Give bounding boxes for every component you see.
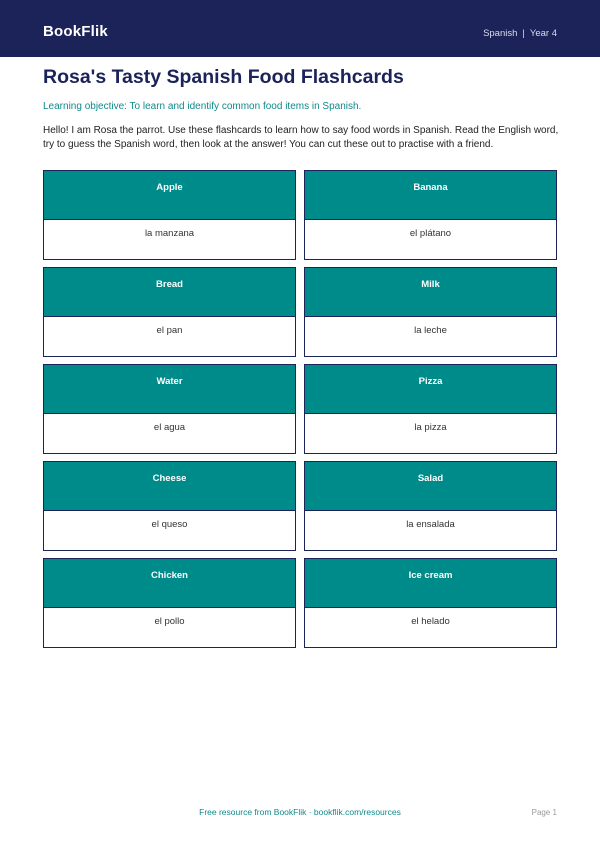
flashcard-spanish-word: la pizza [414,422,447,433]
breadcrumb-separator: | [522,28,525,39]
flashcard-english-word: Chicken [44,559,295,608]
page-number: Page 1 [531,808,557,817]
flashcard [43,267,296,357]
flashcard-spanish-word: el pollo [154,616,185,627]
flashcard-english-word: Cheese [44,462,295,511]
intro-paragraph: Hello! I am Rosa the parrot. Use these flashcards to learn how to say food words in Spanish. Read the English word, try to guess the Spanish word, then look at the answer! You can cut these out to practise with a friend. [43,125,559,150]
flashcard [43,364,296,454]
flashcard-spanish-word: el pan [156,325,183,336]
flashcard-grid [43,170,557,648]
flashcard-spanish-word: el queso [151,519,188,530]
brand-logo-text[interactable]: BookFlik [43,23,108,40]
flashcard [304,461,557,551]
flashcard-english-word: Apple [44,171,295,220]
flashcard-english-word: Salad [305,462,556,511]
subject-breadcrumb [483,28,557,40]
flashcard [304,364,557,454]
flashcard [43,558,296,648]
flashcard-spanish-word: la manzana [144,228,195,239]
flashcard-english-word: Ice cream [305,559,556,608]
flashcard-english-word: Water [44,365,295,414]
flashcard [304,558,557,648]
flashcard-spanish-word: la leche [414,325,447,336]
year-label: Year 4 [529,28,557,39]
flashcard [43,170,296,260]
flashcard [43,461,296,551]
flashcard-spanish-word: la ensalada [406,519,455,530]
flashcard-english-word: Pizza [305,365,556,414]
subject-label: Spanish [483,28,518,39]
flashcard [304,267,557,357]
flashcard [304,170,557,260]
footer-source-link[interactable]: Free resource from BookFlik · bookflik.com/resources [199,807,401,817]
page-title: Rosa's Tasty Spanish Food Flashcards [43,66,404,88]
learning-objective: Learning objective: To learn and identify common food items in Spanish. [43,101,362,112]
flashcard-english-word: Milk [305,268,556,317]
flashcard-spanish-word: el agua [153,422,186,433]
top-header-bar [0,0,600,57]
flashcard-spanish-word: el plátano [409,228,452,239]
flashcard-english-word: Banana [305,171,556,220]
flashcard-english-word: Bread [44,268,295,317]
flashcard-spanish-word: el helado [411,616,450,627]
